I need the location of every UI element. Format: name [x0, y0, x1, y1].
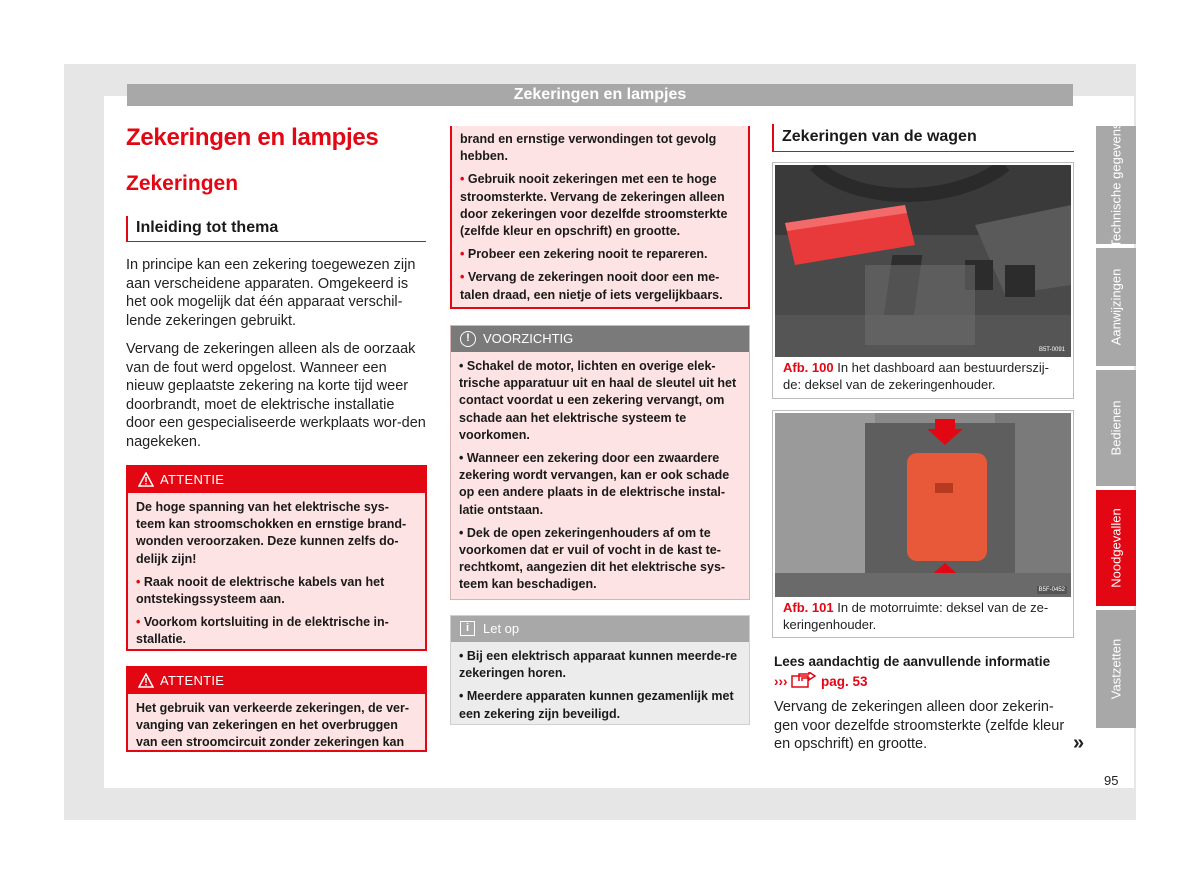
image-code: B5F-0452: [1038, 587, 1065, 593]
warning-intro: brand en ernstige verwondingen tot gevolg hebben.: [460, 132, 717, 164]
note-header: [451, 616, 749, 642]
tab-vastzetten[interactable]: Vastzetten: [1096, 610, 1136, 728]
warning-item: • Voorkom kortsluiting in de elektrische in-stallatie.: [136, 615, 389, 647]
closing-paragraph: Vervang de zekeringen alleen door zekerin-gen voor dezelfde stroomsterkte (zelfde kleur en opschrift) en grootte.: [774, 699, 1065, 752]
info-icon: i: [460, 621, 475, 636]
warning-item: • Gebruik nooit zekeringen met een te hoge stroomsterkte. Vervang de zekeringen alleen door zekeringen voor dezelfde stroomsterkte (zelfde kleur en opschrift) en grootte.: [460, 172, 728, 239]
caution-item: • Dek de open zekeringenhouders af om te voorkomen dat er vuil of vocht in de kast te-rechtkomt, aangezien dit het elektrische sys-teem kan beschadigen.: [459, 525, 726, 592]
tab-aanwijzingen[interactable]: Aanwijzingen: [1096, 248, 1136, 366]
warning-item: • Raak nooit de elektrische kabels van het ontstekingssysteem aan.: [136, 574, 385, 607]
engine-bay-fuse-cover-image: [775, 413, 1071, 597]
subsection-title: Inleiding tot thema: [126, 216, 426, 242]
bullet-icon: •: [136, 615, 144, 630]
warning-intro: De hoge spanning van het elektrische sys-teem kan stroomschokken en ernstige brand-wonden veroorzaken. Deze kunnen zelfs do-delijk zijn!: [136, 500, 407, 566]
arrow-icon: ›››: [774, 674, 788, 689]
read-more-text: Lees aandachtig de aanvullende informatie: [774, 654, 1051, 669]
intro-paragraph-2: Vervang de zekeringen alleen als de oorzaak van de fout werd opgelost. Wanneer een nieuw geplaatste zekering na korte tijd weer doorbrandt, moet de elektrische installatie door een gespecialiseerde werkplaats wor-den nagekeken.: [126, 341, 426, 450]
bullet-icon: •: [460, 247, 468, 262]
caution-title: VOORZICHTIG: [483, 331, 574, 346]
figure-caption: Afb. 101 In de motorruimte: deksel van de ze-keringenhouder.: [783, 600, 1049, 632]
section-title: Zekeringen: [126, 172, 239, 195]
bullet-icon: •: [136, 574, 144, 589]
exclamation-circle-icon: !: [460, 331, 476, 347]
warning-header: [128, 668, 425, 694]
caution-item: • Wanneer een zekering door een zwaardere zekering wordt vervangen, kan er ook schade op een andere plaats in de elektrische instal-latie ontstaan.: [459, 451, 730, 517]
warning-item: • Probeer een zekering nooit te repareren.: [460, 247, 708, 262]
warning-title: ATTENTIE: [160, 673, 225, 688]
warning-header: [128, 467, 425, 493]
tab-technische-gegevens[interactable]: Technische gegevens: [1096, 126, 1136, 244]
figure-100: [772, 162, 1074, 399]
tab-noodgevallen[interactable]: Noodgevallen: [1096, 490, 1136, 606]
caution-box: [450, 325, 750, 600]
warning-box-1: [126, 465, 427, 651]
chapter-title: Zekeringen en lampjes: [126, 124, 379, 151]
caution-header: [451, 326, 749, 352]
image-code: B5T-0091: [1038, 347, 1065, 353]
bullet-icon: •: [460, 270, 468, 285]
warning-box-2: [126, 666, 427, 752]
chapter-header: Zekeringen en lampjes: [127, 84, 1073, 106]
warning-box-continued: [450, 126, 750, 309]
page-reference-icon: [791, 672, 817, 688]
caution-item: • Schakel de motor, lichten en overige elek-trische apparatuur uit en haal de sleutel uit het contact voordat u een zekering vervangt, om schade aan het elektrische systeem te voorkomen.: [459, 359, 737, 442]
warning-triangle-icon: [138, 472, 154, 487]
page-link[interactable]: pag. 53: [821, 674, 868, 689]
warning-intro: Het gebruik van verkeerde zekeringen, de ver-vanging van zekeringen en het overbruggen van een stroomcircuit zonder zekeringen kan: [136, 701, 410, 750]
note-title: Let op: [483, 621, 520, 636]
tab-bedienen[interactable]: Bedienen: [1096, 370, 1136, 486]
note-box: [450, 615, 750, 725]
read-more-note: [774, 652, 1050, 692]
bullet-icon: •: [460, 172, 468, 187]
page-number: 95: [1104, 773, 1119, 788]
note-item: • Bij een elektrisch apparaat kunnen meerde-re zekeringen horen.: [459, 649, 738, 681]
warning-title: ATTENTIE: [160, 472, 225, 487]
dashboard-fuse-cover-image: [775, 165, 1071, 357]
note-item: • Meerdere apparaten kunnen gezamenlijk met een zekering zijn beveiligd.: [459, 689, 734, 721]
warning-item: • Vervang de zekeringen nooit door een me-talen draad, een nietje of iets vergelijkbaars.: [460, 270, 723, 302]
figure-101: [772, 410, 1074, 638]
figure-caption: Afb. 100 In het dashboard aan bestuurderszij-de: deksel van de zekeringenhouder.: [783, 360, 1049, 392]
intro-paragraph-1: In principe kan een zekering toegewezen zijn aan verscheidene apparaten. Omgekeerd is het ook mogelijk dat één apparaat verschil-lende zekeringen gebruikt.: [126, 257, 416, 329]
warning-triangle-icon: [138, 673, 154, 688]
section-title-right: Zekeringen van de wagen: [772, 124, 1074, 152]
continued-icon: »: [1073, 732, 1085, 754]
